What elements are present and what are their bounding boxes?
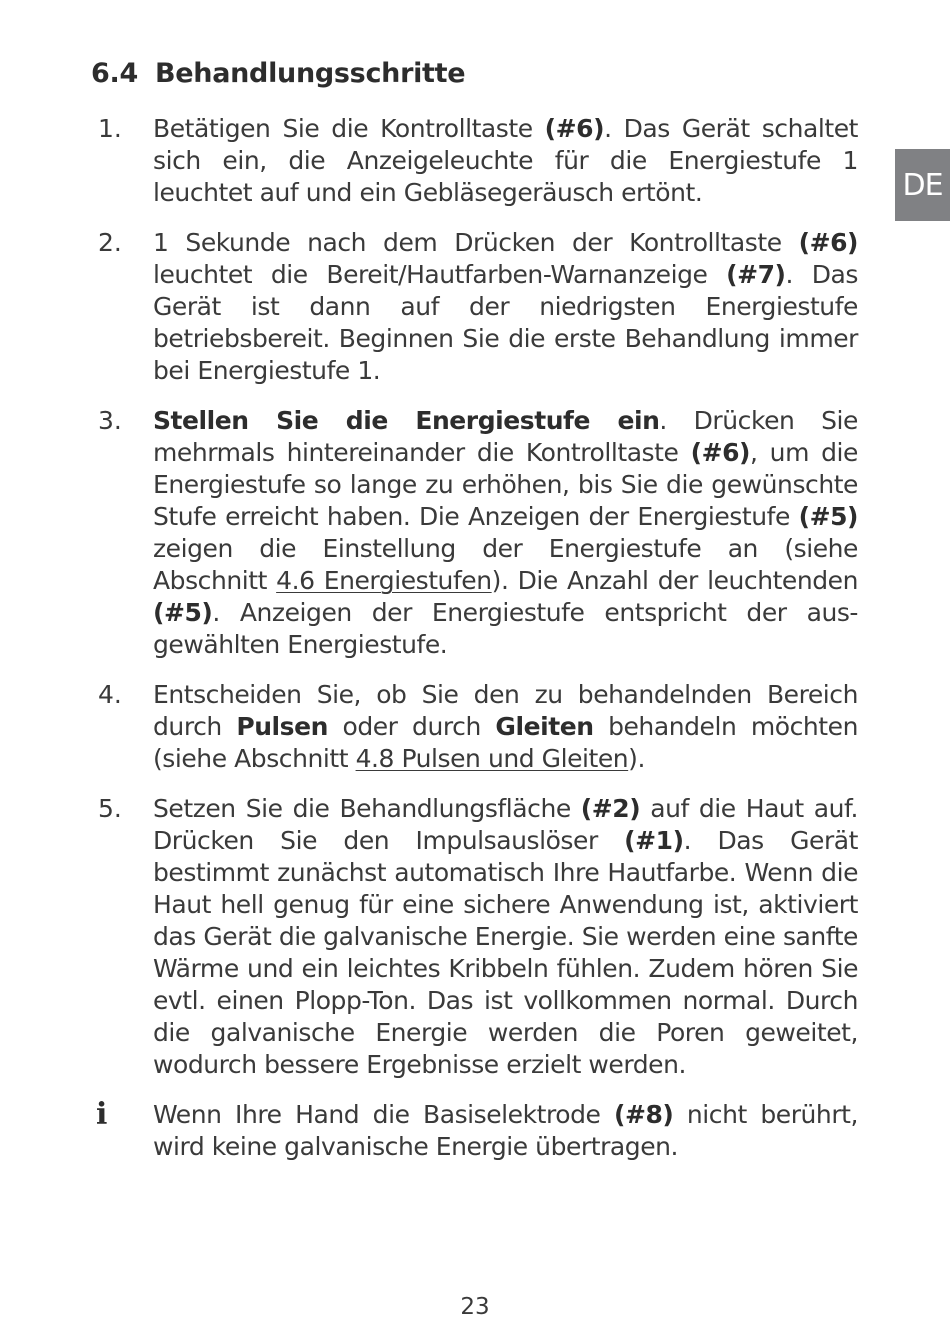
step-number: 2.: [98, 228, 122, 257]
text-run: . Das Gerät ist dann auf der niedrigsten Energiestufe betriebsbereit. Beginnen Sie die erste Behandlung immer bei Energiestufe 1.: [153, 260, 858, 385]
info-note: [0, 1099, 950, 1163]
step-2: [0, 227, 950, 387]
text-run: , um die Energiestufe so lange zu erhöhen, bis Sie die gewünschte Stufe erreicht haben. Die Anzeigen der Energiestufe: [153, 438, 858, 531]
text-run: auf die Haut auf. Drücken Sie den Impulsauslöser: [153, 794, 858, 855]
step-number: 3.: [98, 406, 122, 435]
step-5: [0, 793, 950, 1081]
step-number: 4.: [98, 680, 122, 709]
treatment-steps-list: [0, 113, 950, 1181]
step-text: [153, 679, 858, 775]
step-text: [153, 405, 858, 661]
text-run: 1 Sekunde nach dem Drücken der Kontrolltaste: [153, 228, 799, 257]
text-run: Entscheiden Sie, ob Sie den zu behandelnden Bereich durch: [153, 680, 858, 741]
text-run: oder durch: [327, 712, 496, 741]
step-text: [153, 113, 858, 209]
section-title-text: Behandlungsschritte: [155, 58, 466, 89]
text-run: ). Die Anzahl der leuchtenden: [491, 566, 859, 595]
step-number: 1.: [98, 114, 122, 143]
text-run: leuchtet die Bereit/Hautfarben-Warnanzeige: [153, 260, 727, 289]
bold-ref: (#5): [153, 598, 213, 627]
text-run: . Drücken Sie mehrmals hintereinander die Kontrolltaste: [153, 406, 858, 467]
text-run: Setzen Sie die Behandlungsfläche: [153, 794, 581, 823]
bold-ref: (#8): [613, 1100, 674, 1129]
section-title: [91, 58, 465, 89]
text-run: nicht berührt, wird keine galvanische Energie übertragen.: [153, 1100, 858, 1161]
text-run: . Das Gerät bestimmt zunächst automatisch Ihre Hautfarbe. Wenn die Haut hell genug für eine sichere Anwendung ist, aktiviert das Gerät die galvanische Energie. Sie werden eine sanfte Wärme und ein leichtes Kribbeln fühlen. Zudem hören Sie evtl. einen Plopp-Ton. Das ist vollkommen normal. Durch die galvanische Energie werden die Poren geweitet, wodurch bessere Ergebnisse erzielt werden.: [153, 826, 859, 1079]
bold-heading: Stellen Sie die Energiestufe ein: [153, 406, 660, 435]
section-reference-link[interactable]: 4.8 Pulsen und Gleiten: [355, 744, 629, 773]
bold-ref: (#7): [726, 260, 786, 289]
step-1: [0, 113, 950, 209]
info-icon: i: [96, 1097, 108, 1132]
text-run: Wenn Ihre Hand die Basiselektrode: [153, 1100, 614, 1129]
bold-ref: (#1): [624, 826, 684, 855]
section-reference-link[interactable]: 4.6 Energiestufen: [276, 566, 492, 595]
page-number: 23: [460, 1294, 490, 1320]
text-run: behandeln möchten (siehe Abschnitt: [153, 712, 858, 773]
step-number: 5.: [98, 794, 122, 823]
note-text: [153, 1099, 858, 1163]
step-4: [0, 679, 950, 775]
text-run: . Anzeigen der Energiestufe entspricht der aus-gewählten Energiestufe.: [153, 598, 858, 659]
bold-ref: (#6): [690, 438, 750, 467]
bold-term: Gleiten: [495, 712, 594, 741]
text-run: Betätigen Sie die Kontrolltaste: [153, 114, 545, 143]
bold-term: Pulsen: [236, 712, 328, 741]
bold-ref: (#5): [798, 502, 858, 531]
section-number: 6.4: [91, 58, 138, 89]
bold-ref: (#6): [544, 114, 605, 143]
text-run: zeigen die Einstellung der Energiestufe an (siehe Abschnitt: [153, 534, 858, 595]
language-tab: DE: [895, 149, 950, 221]
bold-ref: (#2): [580, 794, 641, 823]
step-text: [153, 227, 858, 387]
text-run: . Das Gerät schaltet sich ein, die Anzeigeleuchte für die Energiestufe 1 leuchtet auf und ein Gebläsegeräusch ertönt.: [153, 114, 858, 207]
step-text: [153, 793, 858, 1081]
bold-ref: (#6): [798, 228, 858, 257]
step-3: [0, 405, 950, 661]
text-run: ).: [628, 744, 645, 773]
